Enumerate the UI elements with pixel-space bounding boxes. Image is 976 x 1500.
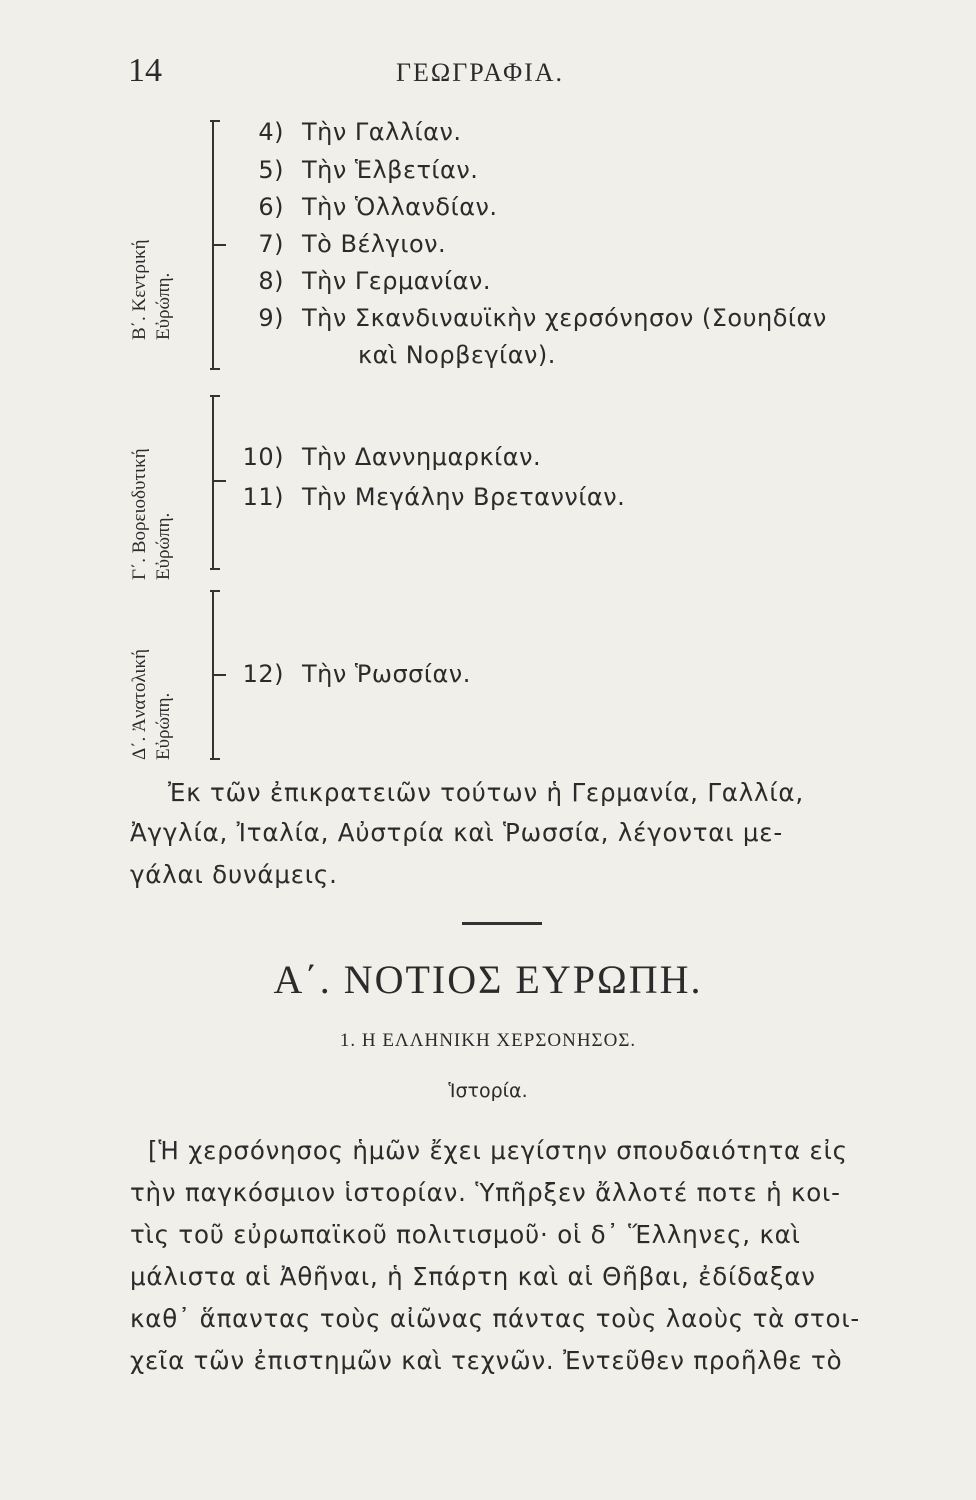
item-number: 4) — [258, 118, 284, 146]
group-label-line: Β΄. Κεντρική — [129, 239, 150, 340]
list-item — [236, 118, 461, 146]
paragraph-line: τὴν παγκόσμιον ἱστορίαν. Ὑπῆρξεν ἄλλοτέ ποτε ἡ κοι- — [130, 1178, 841, 1207]
list-item — [236, 193, 498, 221]
brace-tip — [212, 244, 226, 246]
page-number: 14 — [128, 52, 162, 89]
list-item — [236, 304, 827, 332]
group-label-line: Εὐρώπη. — [153, 272, 174, 340]
group-label-line: Γ΄. Βορειοδυτική — [129, 448, 150, 580]
item-text: Τὴν Ἑλβετίαν. — [302, 156, 479, 184]
running-title: ΓΕΩΓΡΑΦΙΑ. — [396, 58, 565, 87]
item-number: 12) — [242, 660, 284, 688]
list-item — [236, 230, 446, 258]
list-item — [236, 483, 625, 511]
brace-tip — [212, 480, 226, 482]
item-text: καὶ Νορβεγίαν). — [358, 341, 556, 369]
group-label-central-europe — [128, 150, 176, 340]
item-number: 10) — [242, 443, 284, 471]
group-label-line: Εὐρώπη. — [153, 512, 174, 580]
item-number: 5) — [258, 156, 284, 184]
page-header — [128, 52, 876, 102]
group-label-eastern-europe — [128, 590, 176, 760]
item-text: Τὴν Μεγάλην Βρεταννίαν. — [302, 483, 626, 511]
subhead: Ἱστορία. — [448, 1080, 528, 1102]
paragraph-line: χεῖα τῶν ἐπιστημῶν καὶ τεχνῶν. Ἐντεῦθεν προῆλθε τὸ — [130, 1346, 843, 1375]
list-item — [236, 443, 541, 471]
group-label-northwest-europe — [128, 380, 176, 580]
paragraph-line: μάλιστα αἱ Ἀθῆναι, ἡ Σπάρτη καὶ αἱ Θῆβαι, ἐδίδαξαν — [130, 1262, 816, 1291]
group-label-line: Εὐρώπη. — [153, 692, 174, 760]
section-divider — [462, 922, 542, 925]
paragraph-line: τὶς τοῦ εὐρωπαϊκοῦ πολιτισμοῦ· οἱ δ᾽ Ἕλληνες, καὶ — [130, 1220, 801, 1249]
item-number: 7) — [258, 230, 284, 258]
item-text: Τὴν Ὁλλανδίαν. — [302, 193, 498, 221]
item-number: 9) — [258, 304, 284, 332]
paragraph-line: Ἐκ τῶν ἐπικρατειῶν τούτων ἡ Γερμανία, Γαλλία, — [168, 778, 804, 807]
item-text: Τὴν Γερμανίαν. — [302, 267, 491, 295]
item-number: 8) — [258, 267, 284, 295]
item-text: Τὴν Ῥωσσίαν. — [302, 660, 471, 688]
list-item — [236, 267, 491, 295]
brace-tip — [212, 674, 226, 676]
list-item — [236, 156, 478, 184]
item-text: Τὴν Σκανδιναυϊκὴν χερσόνησον (Σουηδίαν — [302, 304, 827, 332]
paragraph-line: [Ἡ χερσόνησος ἡμῶν ἔχει μεγίστην σπουδαιότητα εἰς — [148, 1136, 848, 1165]
paragraph-line: γάλαι δυνάμεις. — [130, 860, 338, 889]
item-text: Τὴν Δαννημαρκίαν. — [302, 443, 542, 471]
section-title: Α΄. ΝΟΤΙΟΣ ΕΥΡΩΠΗ. — [273, 957, 703, 1002]
paragraph-line: καθ᾽ ἅπαντας τοὺς αἰῶνας πάντας τοὺς λαοὺς τὰ στοι- — [130, 1304, 861, 1333]
item-text: Τὴν Γαλλίαν. — [302, 118, 462, 146]
item-number: 6) — [258, 193, 284, 221]
subsection-title: 1. Η ΕΛΛΗΝΙΚΗ ΧΕΡΣΟΝΗΣΟΣ. — [339, 1030, 637, 1051]
paragraph-line: Ἀγγλία, Ἰταλία, Αὐστρία καὶ Ῥωσσία, λέγονται με- — [130, 818, 783, 847]
list-item-continuation — [236, 341, 556, 369]
item-text: Τὸ Βέλγιον. — [302, 230, 447, 258]
group-label-line: Δ΄. Ἀνατολική — [129, 648, 150, 760]
list-item — [236, 660, 471, 688]
item-number: 11) — [242, 483, 284, 511]
